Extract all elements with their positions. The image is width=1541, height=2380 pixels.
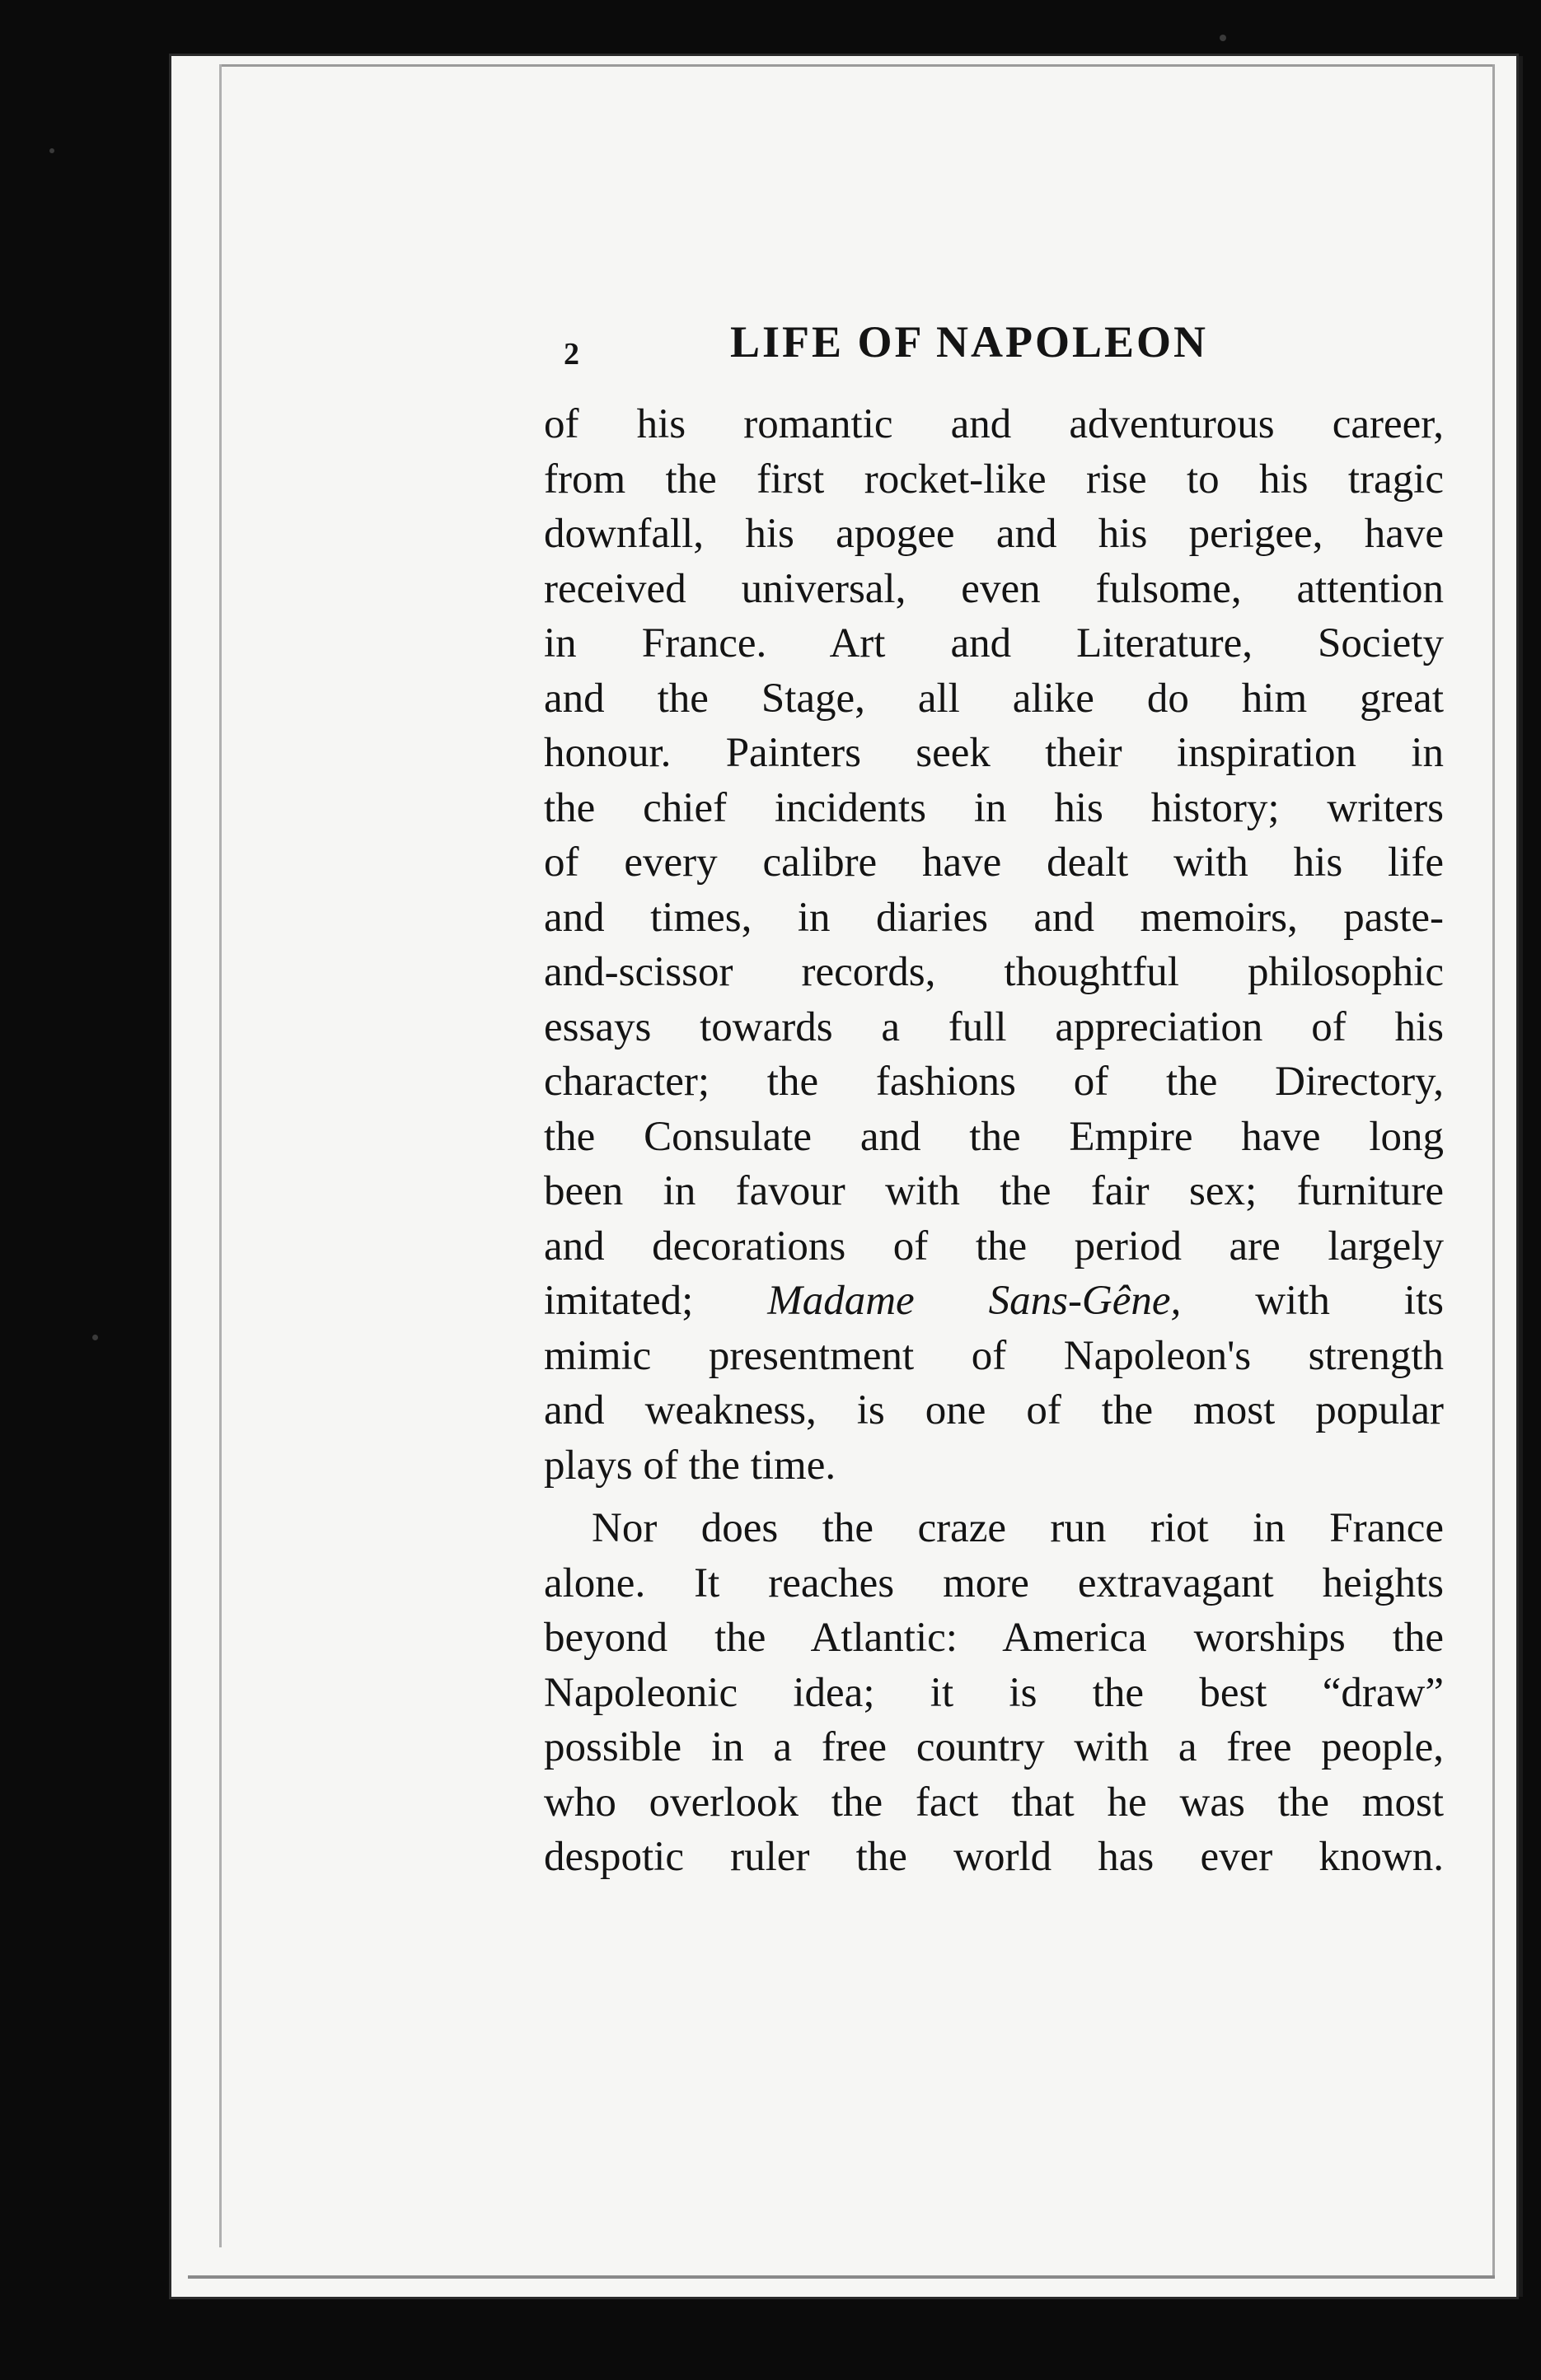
- text-line: from the first rocket-like rise to his tragic: [544, 456, 1444, 503]
- body-text: [544, 397, 1444, 1885]
- scan-speck: [92, 1335, 98, 1340]
- text-line: despotic ruler the world has ever known.: [544, 1834, 1444, 1880]
- paragraph-gap: [544, 1493, 1444, 1501]
- running-head: [544, 311, 1444, 386]
- text-line: mimic presentment of Napoleon's strength: [544, 1332, 1444, 1379]
- text-line: and weakness, is one of the most popular: [544, 1387, 1444, 1433]
- text-line: honour. Painters seek their inspiration in: [544, 730, 1444, 776]
- text-line: plays of the time.: [544, 1442, 836, 1489]
- text-line: who overlook the fact that he was the most: [544, 1779, 1444, 1826]
- text-line: essays towards a full appreciation of his: [544, 1003, 1444, 1050]
- text-line: and the Stage, all alike do him great: [544, 675, 1444, 722]
- scan-speck: [49, 148, 54, 153]
- text-line: Napoleonic idea; it is the best “draw”: [544, 1669, 1444, 1716]
- text-line: received universal, even fulsome, attention: [544, 565, 1444, 612]
- text-line-with-italic: [544, 1274, 1444, 1329]
- paragraph-2: [544, 1501, 1444, 1885]
- page-edge-bottom: [188, 2275, 1495, 2279]
- running-title: LIFE OF NAPOLEON: [730, 317, 1209, 367]
- paragraph-1: [544, 397, 1444, 1493]
- text-line: the chief incidents in his history; writers: [544, 784, 1444, 831]
- play-title-italic: Madame Sans-Gêne,: [767, 1278, 1182, 1324]
- text-line: been in favour with the fair sex; furniture: [544, 1168, 1444, 1214]
- book-page: [171, 56, 1516, 2297]
- text-line: Nor does the craze run riot in France: [592, 1505, 1444, 1551]
- page-content: [544, 311, 1444, 1885]
- text-line: possible in a free country with a free people,: [544, 1724, 1444, 1770]
- page-edge-right: [1492, 64, 1495, 2279]
- text-run: imitated;: [544, 1278, 768, 1324]
- page-edge-top: [219, 64, 1495, 67]
- text-line: character; the fashions of the Directory,: [544, 1059, 1444, 1105]
- text-line: and times, in diaries and memoirs, paste-: [544, 894, 1444, 941]
- text-line: beyond the Atlantic: America worships the: [544, 1615, 1444, 1661]
- text-line: the Consulate and the Empire have long: [544, 1113, 1444, 1160]
- text-line: of every calibre have dealt with his life: [544, 839, 1444, 886]
- text-run: with its: [1181, 1278, 1444, 1324]
- text-line: in France. Art and Literature, Society: [544, 620, 1444, 666]
- text-line: and-scissor records, thoughtful philosophic: [544, 949, 1444, 995]
- text-line: and decorations of the period are largely: [544, 1223, 1444, 1269]
- page-number: 2: [564, 337, 582, 372]
- text-line: downfall, his apogee and his perigee, have: [544, 511, 1444, 557]
- page-edge-left: [219, 64, 222, 2247]
- text-line: of his romantic and adventurous career,: [544, 401, 1444, 447]
- scan-speck: [1220, 35, 1226, 41]
- text-line: alone. It reaches more extravagant heights: [544, 1559, 1444, 1606]
